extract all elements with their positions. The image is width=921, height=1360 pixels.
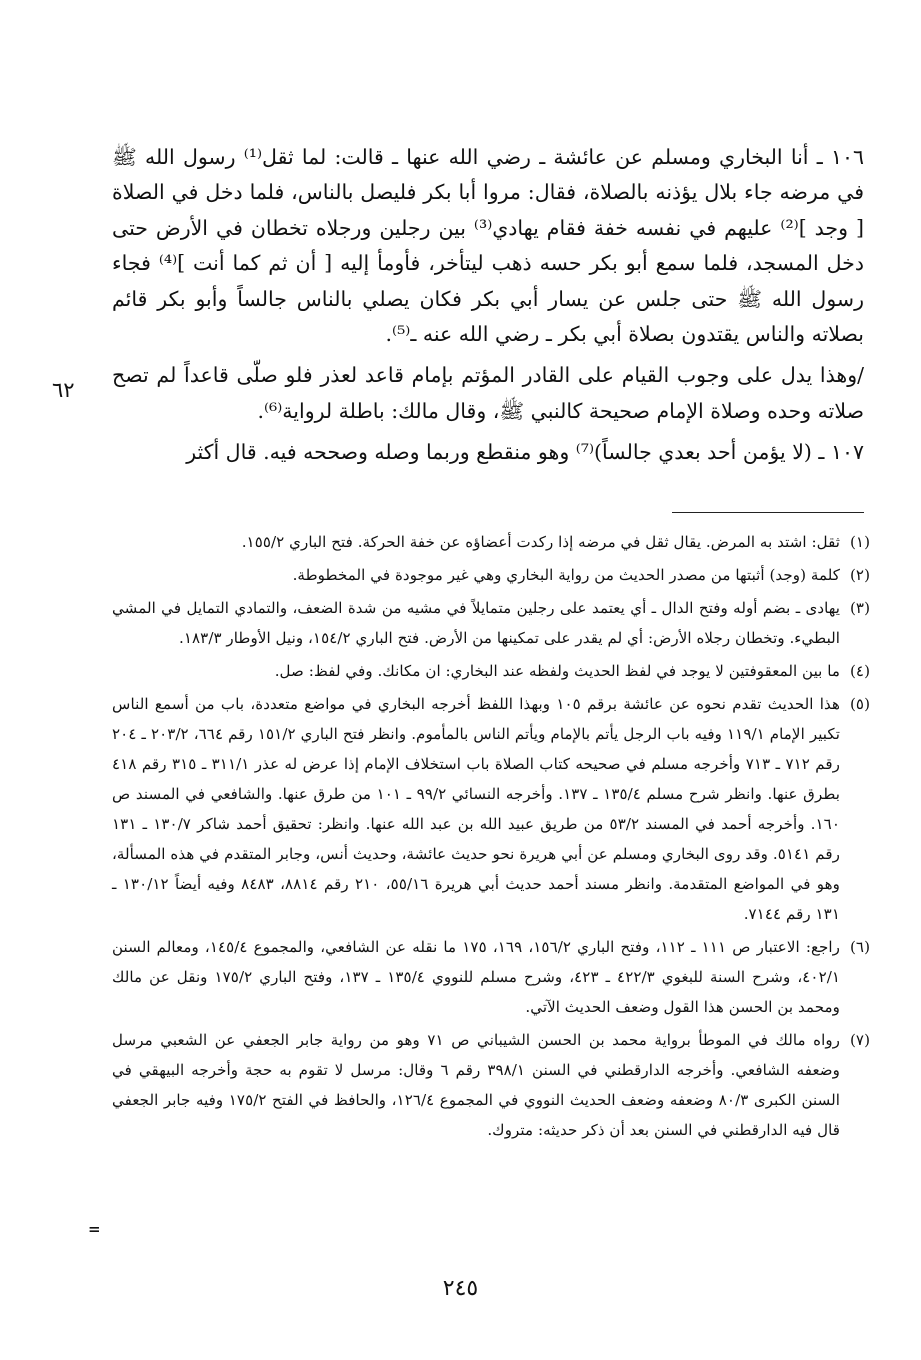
footnote-text: يهادى ـ بضم أوله وفتح الدال ـ أي يعتمد على رجلين متمايلاً في مشيه من شدة الضعف، والتمادي التمايل في المشي البطيء. وتخطان رجلاه الأرض: أي لم يقدر على تمكينها من الأرض. فتح الباري ١٥٤/٢، ونيل الأوطار ١٨٣/٣. xyxy=(112,599,840,647)
footnote-label: (٤) xyxy=(849,662,870,680)
footnote-label: (٦) xyxy=(849,938,870,956)
footnote-7 xyxy=(112,1025,870,1145)
main-text xyxy=(112,140,864,471)
footnote-text: ما بين المعقوفتين لا يوجد في لفظ الحديث ولفظه عند البخاري: ان مكانك. وفي لفظ: صل. xyxy=(274,662,840,680)
footnote-separator xyxy=(672,512,864,513)
footnote-3 xyxy=(112,593,870,653)
footnote-2 xyxy=(112,560,870,590)
paragraph-106: ١٠٦ ـ أنا البخاري ومسلم عن عائشة ـ رضي الله عنها ـ قالت: لما ثقل⁽¹⁾ رسول الله ﷺ في مرضه جاء بلال يؤذنه بالصلاة، فقال: مروا أبا بكر فليصل بالناس، فلما دخل في الصلاة [ وجد ]⁽²⁾ عليهم في نفسه خفة فقام يهادي⁽³⁾ بين رجلين ورجلاه تخطان في الأرض حتى دخل المسجد، فلما سمع أبو بكر حسه ذهب ليتأخر، فأومأ إليه [ أن ثم كما أنت ]⁽⁴⁾ فجاء رسول الله ﷺ حتى جلس عن يسار أبي بكر فكان يصلي بالناس جالساً وأبو بكر قائم بصلاته والناس يقتدون بصلاة أبي بكر ـ رضي الله عنه ـ⁽⁵⁾. xyxy=(112,145,864,347)
footnote-label: (٣) xyxy=(849,599,870,617)
footnote-4 xyxy=(112,656,870,686)
footnote-1 xyxy=(112,527,870,557)
footnotes xyxy=(112,527,870,1145)
page-number: ٢٤٥ xyxy=(442,1276,479,1301)
footnote-text: راجع: الاعتبار ص ١١١ ـ ١١٢، وفتح الباري ١٥٦/٢، ١٦٩، ١٧٥ ما نقله عن الشافعي، والمجموع ١٤٥/٤، ومعالم السنن ٤٠٢/١، وشرح السنة للبغوي ٤٢٢/٣ ـ ٤٢٣، وشرح مسلم للنووي ١٣٥/٤ ـ ١٣٧، وفتح الباري ١٧٥/٢ ونقل عن مالك ومحمد بن الحسن هذا القول وضعف الحديث الآتي. xyxy=(112,938,840,1016)
manuscript-folio-number: ٦٢ xyxy=(52,378,75,402)
paragraph-107: ١٠٧ ـ (لا يؤمن أحد بعدي جالساً)⁽⁷⁾ وهو منقطع وربما وصله وصححه فيه. قال أكثر xyxy=(186,440,864,465)
continuation-mark: = xyxy=(88,1220,101,1238)
footnote-text: كلمة (وجد) أثبتها من مصدر الحديث من رواية البخاري وهي غير موجودة في المخطوطة. xyxy=(292,566,840,584)
footnote-text: ثقل: اشتد به المرض. يقال ثقل في مرضه إذا ركدت أعضاؤه عن خفة الحركة. فتح الباري ١٥٥/٢. xyxy=(241,533,840,551)
footnote-label: (٢) xyxy=(849,566,870,584)
footnote-5 xyxy=(112,689,870,929)
footnote-label: (١) xyxy=(849,533,870,551)
footnote-text: رواه مالك في الموطأ برواية محمد بن الحسن الشيباني ص ٧١ وهو من رواية جابر الجعفي عن الشعبي مرسل وضعفه الشافعي. وأخرجه الدارقطني في السنن ٣٩٨/١ رقم ٦ وقال: مرسل لا تقوم به حجة وأخرجه البيهقي في السنن الكبرى ٨٠/٣ وضعفه وضعف الحديث النووي في المجموع ١٢٦/٤، والحافظ في الفتح ١٧٥/٢ وفيه جابر الجعفي قال فيه الدارقطني في السنن بعد أن ذكر حديثه: متروك. xyxy=(112,1031,841,1139)
footnote-6 xyxy=(112,932,870,1022)
paragraph-commentary: /وهذا يدل على وجوب القيام على القادر المؤتم بإمام قاعد لعذر فلو صلّى قاعداً لم تصح صلاته وحده وصلاة الإمام صحيحة كالنبي ﷺ، وقال مالك: باطلة لرواية⁽⁶⁾. xyxy=(112,363,864,423)
footnote-label: (٥) xyxy=(849,695,870,713)
footnote-label: (٧) xyxy=(849,1031,870,1049)
footnote-text: هذا الحديث تقدم نحوه عن عائشة برقم ١٠٥ وبهذا اللفظ أخرجه البخاري في مواضع متعددة، باب من أسمع الناس تكبير الإمام ١١٩/١ وفيه باب الرجل يأتم بالإمام ويأتم الناس بالمأموم. وانظر فتح الباري ١٥١/٢ رقم ٦٦٤، ٢٠٣/٢ ـ ٢٠٤ رقم ٧١٢ ـ ٧١٣ وأخرجه مسلم في صحيحه كتاب الصلاة باب استخلاف الإمام إذا عرض له عذر ٣١١/١ ـ ٣١٥ رقم ٤١٨ بطرق عنها. وانظر شرح مسلم ١٣٥/٤ ـ ١٣٧. وأخرجه النسائي ٩٩/٢ ـ ١٠١ من طرق عنها. والشافعي في المسند ص ١٦٠. وأخرجه أحمد في المسند ٥٣/٢ من طريق عبيد الله بن عبد الله عنها. وانظر: تحقيق أحمد شاكر ١٣٠/٧ ـ ١٣١ رقم ٥١٤١. وقد روى البخاري ومسلم عن أبي هريرة نحو حديث عائشة، وحديث أنس، وجابر المتقدم في هذه المسألة، وهو في المواضع المتقدمة. وانظر مسند أحمد حديث أبي هريرة ٥٥/١٦، ٢١٠ رقم ٨٨١٤، ٨٤٨٣ وفيه أيضاً ١٣٠/١٢ ـ ١٣١ رقم ٧١٤٤. xyxy=(112,695,841,923)
